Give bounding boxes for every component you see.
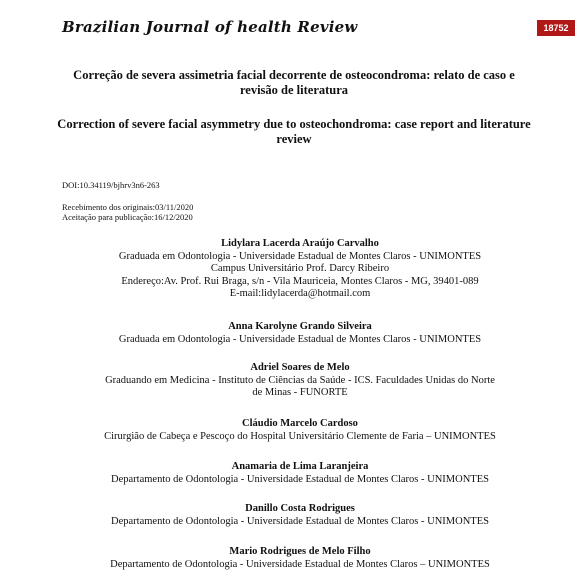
author-name: Danillo Costa Rodrigues	[245, 503, 355, 514]
author-affiliation: Departamento de Odontologia - Universidade Estadual de Montes Claros - UNIMONTES	[111, 473, 489, 485]
author-affiliation: Graduada em Odontologia - Universidade Estadual de Montes Claros - UNIMONTES	[118, 250, 482, 262]
author-block-6	[62, 503, 538, 528]
author-block-2	[62, 321, 538, 346]
author-address: Endereço:Av. Prof. Rui Braga, s/n - Vila Mauriceia, Montes Claros - MG, 39401-089	[121, 275, 479, 287]
doi: DOI:10.34119/bjhrv3n6-263	[62, 180, 160, 190]
author-name: Adriel Soares de Melo	[250, 362, 350, 373]
author-block-4	[62, 418, 538, 443]
author-name: Anna Karolyne Grando Silveira	[228, 321, 372, 332]
title-portuguese: Correção de severa assimetria facial decorrente de osteocondroma: relato de caso e revisão de literatura	[73, 68, 515, 97]
author-block-5	[62, 461, 538, 486]
author-block-1	[62, 238, 538, 301]
author-block-3	[62, 362, 538, 400]
received-date: Recebimento dos originais:03/11/2020	[62, 202, 194, 212]
author-affiliation: Graduada em Odontologia - Universidade Estadual de Montes Claros - UNIMONTES	[118, 333, 482, 345]
author-affiliation: Departamento de Odontologia - Universidade Estadual de Montes Claros – UNIMONTES	[110, 558, 490, 570]
author-name: Mario Rodrigues de Melo Filho	[229, 546, 371, 557]
author-affiliation: Departamento de Odontologia - Universidade Estadual de Montes Claros - UNIMONTES	[111, 515, 489, 527]
author-email: E-mail:lidylacerda@hotmail.com	[229, 288, 371, 299]
author-name: Lidylara Lacerda Araújo Carvalho	[221, 238, 379, 249]
author-block-7	[62, 546, 538, 571]
author-campus: Campus Universitário Prof. Darcy Ribeiro	[210, 263, 390, 274]
author-name: Anamaria de Lima Laranjeira	[231, 461, 369, 472]
title-english: Correction of severe facial asymmetry due to osteochondroma: case report and literature review	[57, 117, 531, 146]
author-name: Cláudio Marcelo Cardoso	[242, 418, 358, 429]
author-affiliation: Cirurgião de Cabeça e Pescoço do Hospital Universitário Clemente de Faria – UNIMONTES	[104, 430, 496, 442]
author-affiliation: Graduando em Medicina - Instituto de Ciências da Saúde - ICS. Faculdades Unidas do Norte de Minas - FUNORTE	[105, 374, 495, 398]
journal-name: Brazilian Journal of health Review	[62, 18, 358, 36]
page-number-badge: 18752	[537, 20, 575, 36]
accepted-date: Aceitação para publicação:16/12/2020	[62, 212, 193, 222]
